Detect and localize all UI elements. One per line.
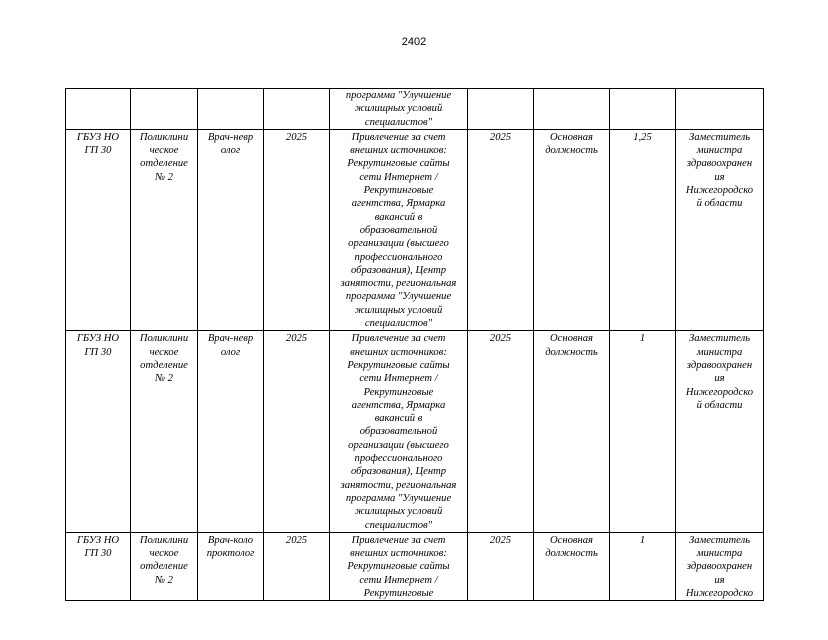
cell-measures: Привлечение за счет внешних источников: Рекрутинговые сайты сети Интернет / Рекрутинговые агентства, Ярмарка вакансий в образовательной организации (высшего профессионального образования), Центр занятости, региональная программа "Улучшение жилищных условий специалистов" <box>330 129 468 330</box>
cell-position: Врач-невр олог <box>198 331 264 532</box>
cell-org: ГБУЗ НО ГП 30 <box>66 532 131 600</box>
table-row-continuation <box>66 89 764 130</box>
cell-responsible <box>676 89 764 130</box>
cell-rate <box>610 89 676 130</box>
cell-rate: 1 <box>610 532 676 600</box>
cell-responsible: Заместитель министра здравоохранен ия Нижегородско й области <box>676 331 764 532</box>
cell-deadline: 2025 <box>468 331 534 532</box>
cell-deadline: 2025 <box>468 129 534 330</box>
cell-position-type: Основная должность <box>534 532 610 600</box>
cell-position <box>198 89 264 130</box>
cell-measures: Привлечение за счет внешних источников: Рекрутинговые сайты сети Интернет / Рекрутинговые <box>330 532 468 600</box>
cell-deadline: 2025 <box>468 532 534 600</box>
cell-measures: программа "Улучшение жилищных условий специалистов" <box>330 89 468 130</box>
cell-position: Врач-коло проктолог <box>198 532 264 600</box>
cell-department: Поликлини ческое отделение № 2 <box>131 331 198 532</box>
cell-responsible: Заместитель министра здравоохранен ия Нижегородско й области <box>676 129 764 330</box>
cell-rate: 1 <box>610 331 676 532</box>
cell-department: Поликлини ческое отделение № 2 <box>131 532 198 600</box>
cell-year: 2025 <box>264 532 330 600</box>
cell-position-type: Основная должность <box>534 331 610 532</box>
cell-year: 2025 <box>264 331 330 532</box>
cell-measures: Привлечение за счет внешних источников: Рекрутинговые сайты сети Интернет / Рекрутинговые агентства, Ярмарка вакансий в образовательной организации (высшего профессионального образования), Центр занятости, региональная программа "Улучшение жилищных условий специалистов" <box>330 331 468 532</box>
cell-year <box>264 89 330 130</box>
cell-position-type: Основная должность <box>534 129 610 330</box>
table-row <box>66 331 764 532</box>
cell-department <box>131 89 198 130</box>
page-number: 2402 <box>401 36 427 48</box>
cell-org: ГБУЗ НО ГП 30 <box>66 331 131 532</box>
cell-responsible: Заместитель министра здравоохранен ия Нижегородско <box>676 532 764 600</box>
cell-position: Врач-невр олог <box>198 129 264 330</box>
cell-rate: 1,25 <box>610 129 676 330</box>
cell-org <box>66 89 131 130</box>
staffing-table <box>65 88 764 601</box>
cell-org: ГБУЗ НО ГП 30 <box>66 129 131 330</box>
cell-year: 2025 <box>264 129 330 330</box>
cell-deadline <box>468 89 534 130</box>
cell-position-type <box>534 89 610 130</box>
table-row <box>66 129 764 330</box>
table-row <box>66 532 764 600</box>
cell-department: Поликлини ческое отделение № 2 <box>131 129 198 330</box>
